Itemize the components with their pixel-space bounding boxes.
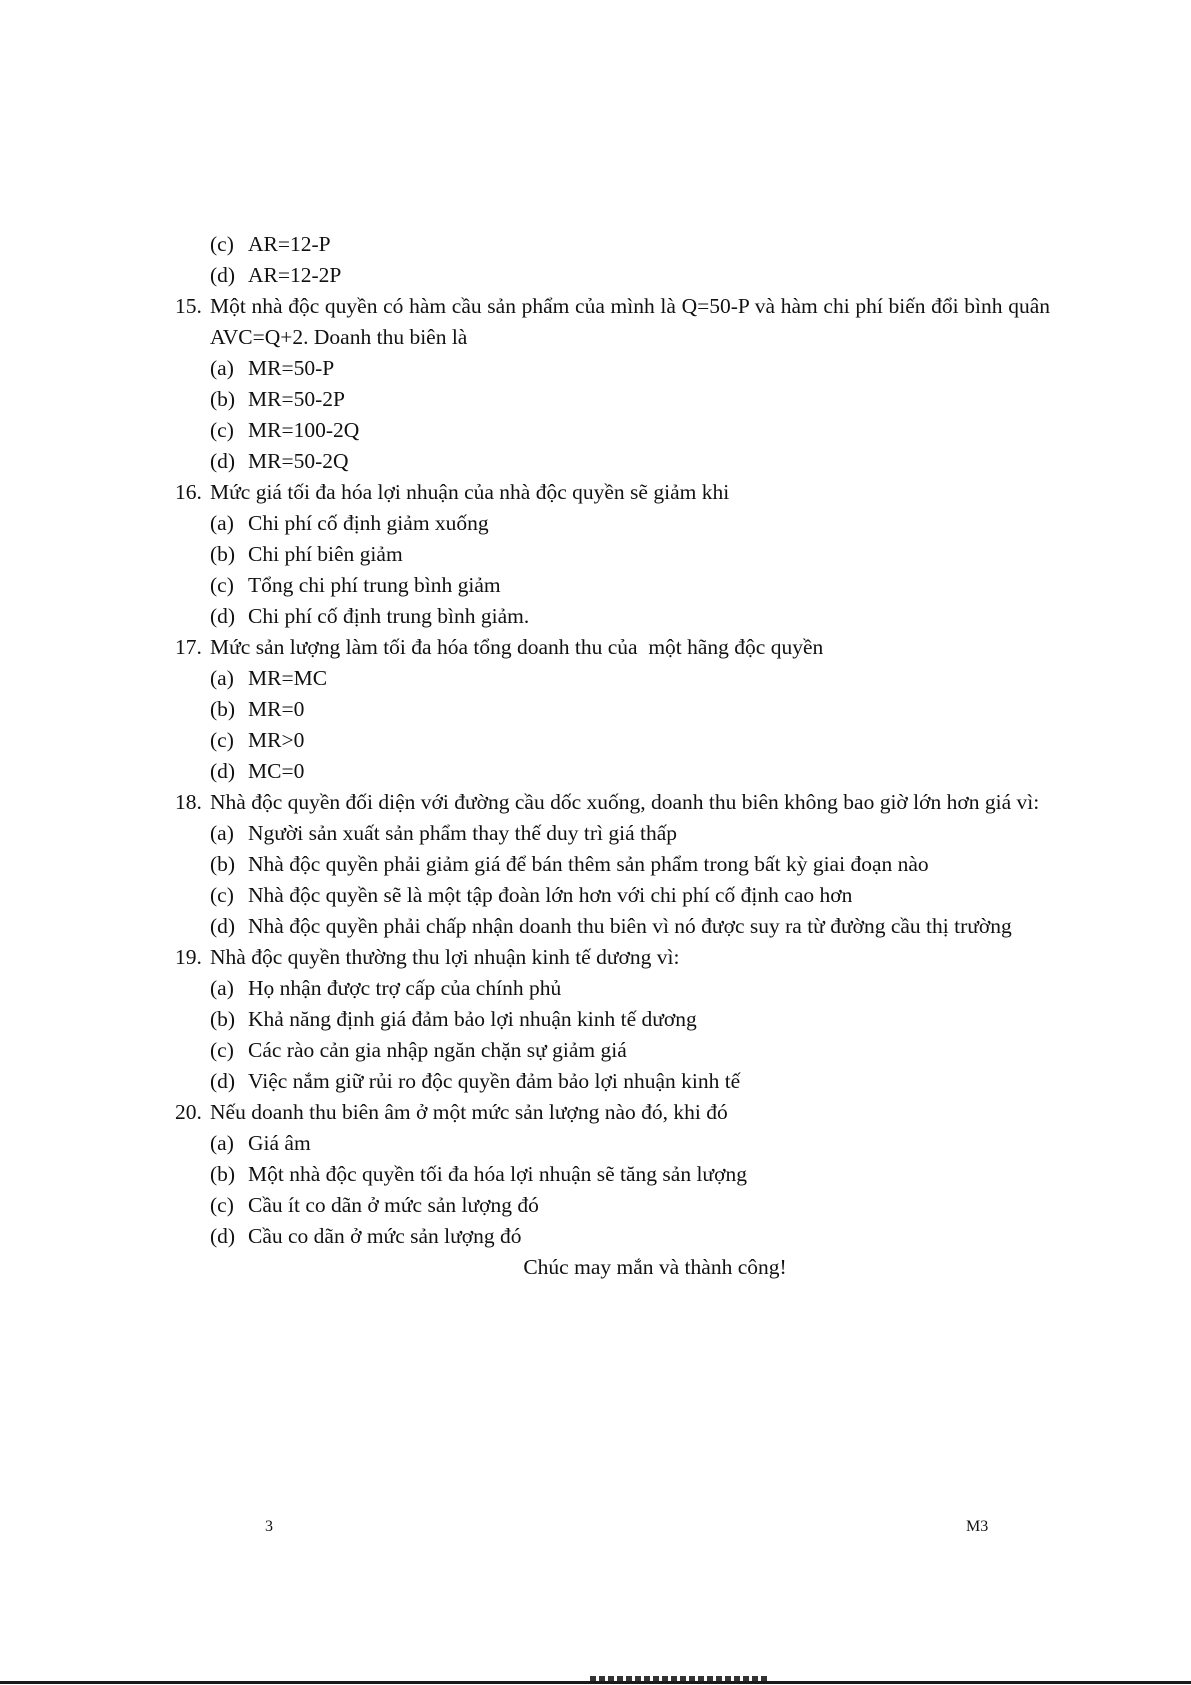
option-text: Chi phí cố định trung bình giảm. (248, 604, 530, 628)
option-text: MR=MC (248, 666, 328, 690)
answer-option (175, 663, 1050, 694)
option-label: (b) (210, 852, 236, 876)
option-label: (d) (210, 914, 236, 938)
question-text: Mức giá tối đa hóa lợi nhuận của nhà độc quyền sẽ giảm khi (210, 480, 730, 504)
question-number: 18. (175, 790, 202, 814)
option-text: Chi phí cố định giảm xuống (248, 511, 489, 535)
question-text: Nếu doanh thu biên âm ở một mức sản lượng nào đó, khi đó (210, 1100, 728, 1124)
answer-option (175, 818, 1050, 849)
answer-option (175, 849, 1050, 880)
answer-option (175, 260, 1050, 291)
answer-option (175, 1004, 1050, 1035)
option-label: (d) (210, 449, 236, 473)
answer-option (175, 1128, 1050, 1159)
answer-option (175, 725, 1050, 756)
question-stem (175, 477, 1050, 508)
question-text: Nhà độc quyền đối diện với đường cầu dốc xuống, doanh thu biên không bao giờ lớn hơn giá vì: (210, 790, 1040, 814)
answer-option (175, 1221, 1050, 1252)
question-number: 20. (175, 1100, 202, 1124)
option-label: (d) (210, 604, 236, 628)
question-20 (175, 1097, 1050, 1252)
option-text: Cầu co dãn ở mức sản lượng đó (248, 1224, 522, 1248)
answer-option (175, 570, 1050, 601)
answer-option (175, 1035, 1050, 1066)
option-text: Các rào cản gia nhập ngăn chặn sự giảm giá (248, 1038, 627, 1062)
option-text: Khả năng định giá đảm bảo lợi nhuận kinh tế dương (248, 1007, 697, 1031)
question-19 (175, 942, 1050, 1097)
option-label: (b) (210, 542, 236, 566)
option-text: Chi phí biên giảm (248, 542, 403, 566)
option-text: AR=12-P (248, 232, 331, 256)
question-16 (175, 477, 1050, 632)
question-number: 16. (175, 480, 202, 504)
question-text: Mức sản lượng làm tối đa hóa tổng doanh thu của một hãng độc quyền (210, 635, 824, 659)
answer-option (175, 415, 1050, 446)
page-number: 3 (265, 1518, 273, 1535)
answer-option (175, 973, 1050, 1004)
option-label: (b) (210, 1007, 236, 1031)
option-label: (d) (210, 263, 236, 287)
option-text: MR=50-P (248, 356, 335, 380)
option-label: (c) (210, 573, 234, 597)
question-stem (175, 1097, 1050, 1128)
option-text: MR=50-2P (248, 387, 345, 411)
option-text: MR=50-2Q (248, 449, 349, 473)
option-label: (c) (210, 883, 234, 907)
option-text: Nhà độc quyền phải chấp nhận doanh thu biên vì nó được suy ra từ đường cầu thị trường (248, 914, 1012, 938)
answer-option (175, 384, 1050, 415)
option-label: (a) (210, 1131, 234, 1155)
answer-option (175, 229, 1050, 260)
option-label: (a) (210, 511, 234, 535)
option-text: Giá âm (248, 1131, 311, 1155)
option-label: (a) (210, 976, 234, 1000)
answer-option (175, 1159, 1050, 1190)
option-label: (d) (210, 1069, 236, 1093)
option-text: AR=12-2P (248, 263, 342, 287)
option-text: Một nhà độc quyền tối đa hóa lợi nhuận sẽ tăng sản lượng (248, 1162, 747, 1186)
option-text: MR=0 (248, 697, 305, 721)
exam-content (175, 229, 1050, 1283)
option-label: (b) (210, 1162, 236, 1186)
question-text: Một nhà độc quyền có hàm cầu sản phẩm của mình là Q=50-P và hàm chi phí biến đổi bình quân AVC=Q+2. Doanh thu biên là (210, 294, 1050, 349)
option-text: Nhà độc quyền sẽ là một tập đoàn lớn hơn với chi phí cố định cao hơn (248, 883, 853, 907)
option-text: MR=100-2Q (248, 418, 360, 442)
option-label: (c) (210, 1038, 234, 1062)
answer-option (175, 880, 1050, 911)
answer-option (175, 353, 1050, 384)
option-text: Họ nhận được trợ cấp của chính phủ (248, 976, 562, 1000)
option-text: Việc nắm giữ rủi ro độc quyền đảm bảo lợi nhuận kinh tế (248, 1069, 741, 1093)
question-number: 15. (175, 294, 202, 318)
answer-option (175, 756, 1050, 787)
option-label: (a) (210, 666, 234, 690)
option-label: (d) (210, 759, 236, 783)
scan-bottom-edge (0, 1681, 1191, 1684)
answer-option (175, 601, 1050, 632)
option-label: (c) (210, 728, 234, 752)
question-17 (175, 632, 1050, 787)
answer-option (175, 911, 1050, 942)
option-text: MR>0 (248, 728, 305, 752)
option-text: Tổng chi phí trung bình giảm (248, 573, 501, 597)
option-label: (c) (210, 418, 234, 442)
exam-code: M3 (966, 1518, 989, 1535)
option-label: (a) (210, 356, 234, 380)
question-stem (175, 291, 1050, 353)
question-stem (175, 787, 1050, 818)
question-number: 17. (175, 635, 202, 659)
question-15 (175, 291, 1050, 477)
option-label: (b) (210, 387, 236, 411)
question-18 (175, 787, 1050, 942)
question-stem (175, 632, 1050, 663)
question-stem (175, 942, 1050, 973)
option-label: (c) (210, 1193, 234, 1217)
option-text: Cầu ít co dãn ở mức sản lượng đó (248, 1193, 539, 1217)
answer-option (175, 1066, 1050, 1097)
answer-option (175, 1190, 1050, 1221)
option-label: (b) (210, 697, 236, 721)
previous-question-tail (175, 229, 1050, 291)
answer-option (175, 539, 1050, 570)
answer-option (175, 446, 1050, 477)
question-number: 19. (175, 945, 202, 969)
option-label: (c) (210, 232, 234, 256)
answer-option (175, 694, 1050, 725)
option-label: (a) (210, 821, 234, 845)
question-text: Nhà độc quyền thường thu lợi nhuận kinh tế dương vì: (210, 945, 680, 969)
answer-option (175, 508, 1050, 539)
closing-message: Chúc may mắn và thành công! (523, 1255, 787, 1279)
option-label: (d) (210, 1224, 236, 1248)
option-text: MC=0 (248, 759, 305, 783)
option-text: Người sản xuất sản phẩm thay thế duy trì giá thấp (248, 821, 678, 845)
option-text: Nhà độc quyền phải giảm giá để bán thêm sản phẩm trong bất kỳ giai đoạn nào (248, 852, 929, 876)
